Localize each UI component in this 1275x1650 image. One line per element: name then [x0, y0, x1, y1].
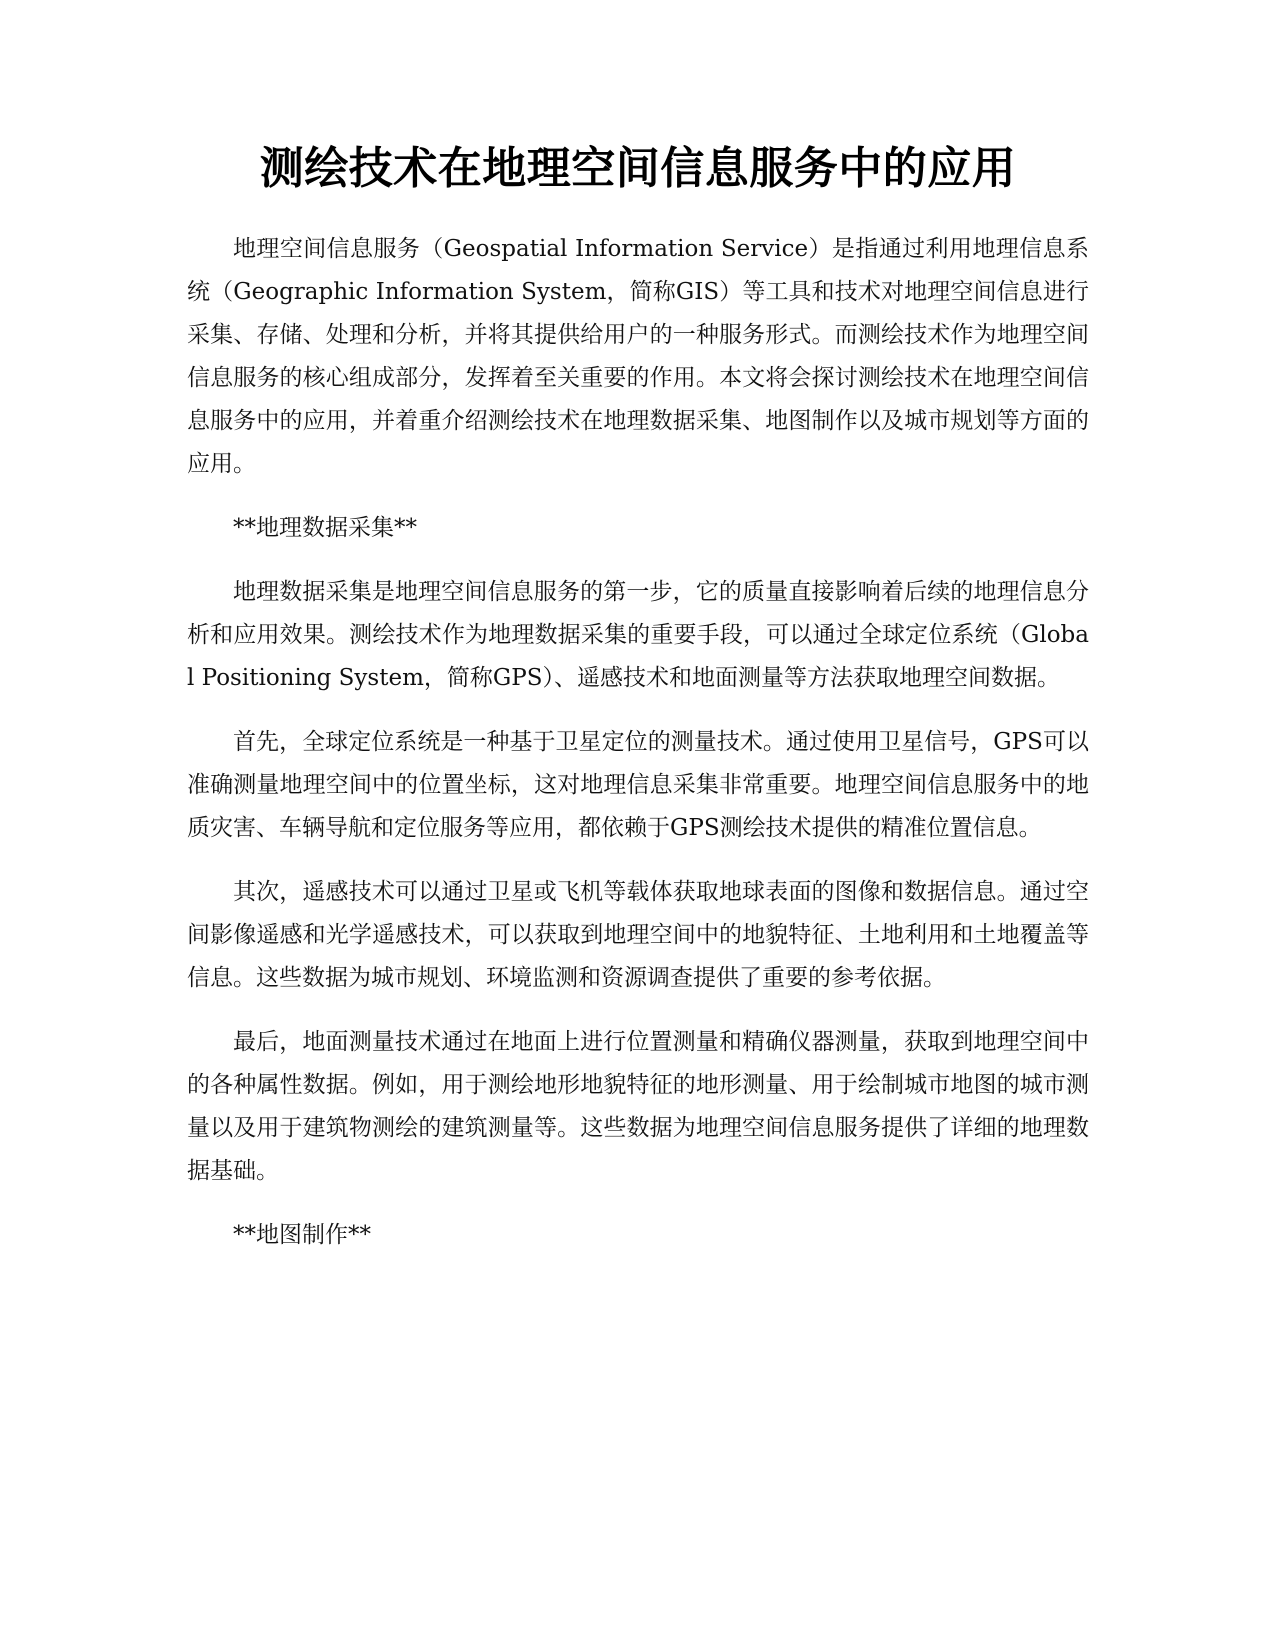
section-heading-data-collection: **地理数据采集**: [233, 514, 417, 541]
paragraph-remote-sensing: 其次，遥感技术可以通过卫星或飞机等载体获取地球表面的图像和数据信息。通过空间影像遥感和光学遥感技术，可以获取到地理空间中的地貌特征、土地利用和土地覆盖等信息。这些数据为城市规划、环境监测和资源调查提供了重要的参考依据。: [187, 878, 1089, 991]
document-title: 测绘技术在地理空间信息服务中的应用: [259, 143, 1017, 194]
paragraph-ground-survey: 最后，地面测量技术通过在地面上进行位置测量和精确仪器测量，获取到地理空间中的各种属性数据。例如，用于测绘地形地貌特征的地形测量、用于绘制城市地图的城市测量以及用于建筑物测绘的建筑测量等。这些数据为地理空间信息服务提供了详细的地理数据基础。: [187, 1028, 1089, 1184]
paragraph-gps: 首先，全球定位系统是一种基于卫星定位的测量技术。通过使用卫星信号，GPS可以准确测量地理空间中的位置坐标，这对地理信息采集非常重要。地理空间信息服务中的地质灾害、车辆导航和定位服务等应用，都依赖于GPS测绘技术提供的精准位置信息。: [187, 728, 1089, 841]
paragraph-intro: 地理空间信息服务（Geospatial Information Service）是指通过利用地理信息系统（Geographic Information System，简称GIS）等工具和技术对地理空间信息进行采集、存储、处理和分析，并将其提供给用户的一种服务形式。而测绘技术作为地理空间信息服务的核心组成部分，发挥着至关重要的作用。本文将会探讨测绘技术在地理空间信息服务中的应用，并着重介绍测绘技术在地理数据采集、地图制作以及城市规划等方面的应用。: [187, 235, 1089, 477]
section-heading-map-making: **地图制作**: [233, 1221, 371, 1248]
document-content: [187, 138, 1089, 1278]
paragraph-data-collection: 地理数据采集是地理空间信息服务的第一步，它的质量直接影响着后续的地理信息分析和应用效果。测绘技术作为地理数据采集的重要手段，可以通过全球定位系统（Global Positioning System，简称GPS）、遥感技术和地面测量等方法获取地理空间数据。: [187, 578, 1089, 691]
